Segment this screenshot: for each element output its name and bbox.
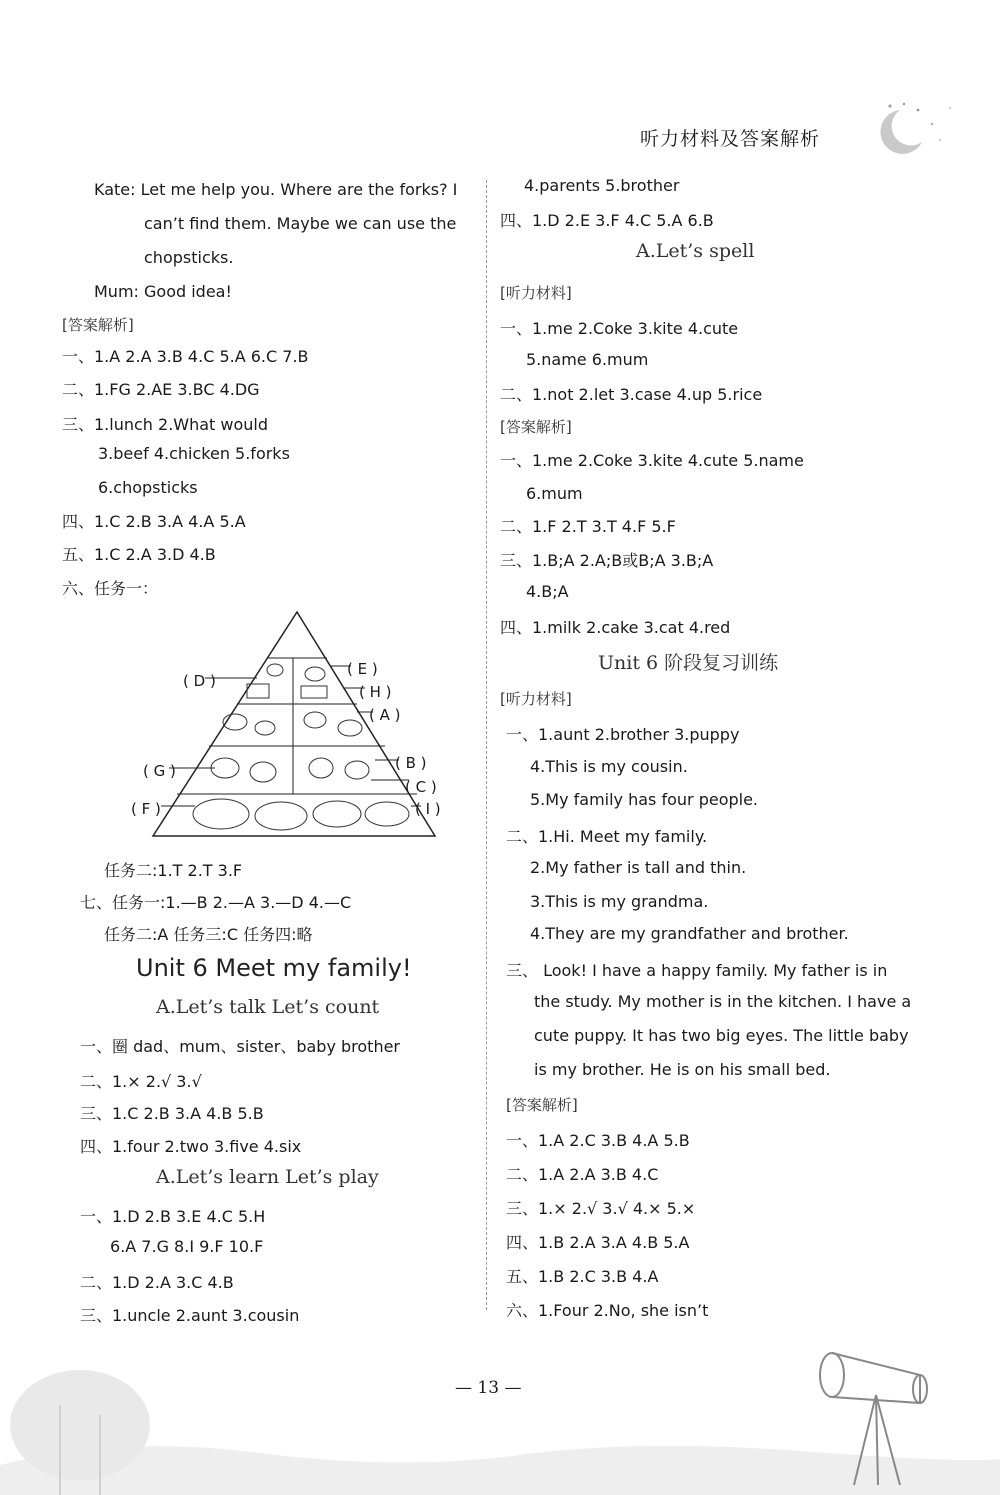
right-line: 二、1.Hi. Meet my family.	[506, 827, 708, 846]
right-line: 5.name 6.mum	[526, 350, 649, 369]
left-line: 任务二:1.T 2.T 3.F	[104, 861, 243, 880]
left-line: 3.beef 4.chicken 5.forks	[98, 444, 290, 463]
left-line: 一、1.A 2.A 3.B 4.C 5.A 6.C 7.B	[62, 347, 309, 366]
left-line: 三、1.lunch 2.What would	[62, 415, 269, 434]
left-line: 四、1.C 2.B 3.A 4.A 5.A	[62, 512, 246, 531]
pyramid-label: ( C )	[405, 778, 437, 796]
left-line: Mum: Good idea!	[94, 282, 232, 301]
pyramid-label: ( F )	[131, 800, 161, 818]
pyramid-label: ( H )	[359, 683, 392, 701]
left-line: 6.chopsticks	[98, 478, 198, 497]
left-line: [答案解析]	[62, 316, 134, 334]
right-line: 一、1.aunt 2.brother 3.puppy	[506, 725, 740, 744]
right-line: 4.This is my cousin.	[530, 757, 688, 776]
right-line: 2.My father is tall and thin.	[530, 858, 747, 877]
left-line: 二、1.× 2.√ 3.√	[80, 1072, 202, 1091]
right-line: 4.parents 5.brother	[524, 176, 680, 195]
right-line: 三、 Look! I have a happy family. My father is in	[506, 961, 888, 980]
right-line: 4.They are my grandfather and brother.	[530, 924, 849, 943]
pyramid-label: ( A )	[369, 706, 401, 724]
right-line: 五、1.B 2.C 3.B 4.A	[506, 1267, 659, 1286]
food-pyramid	[125, 608, 455, 844]
right-line: 4.B;A	[526, 582, 569, 601]
right-line: 六、1.Four 2.No, she isn’t	[506, 1301, 709, 1320]
header-title: 听力材料及答案解析	[640, 128, 821, 150]
right-line: 四、1.D 2.E 3.F 4.C 5.A 6.B	[500, 211, 714, 230]
right-line: Unit 6 阶段复习训练	[598, 652, 779, 674]
left-line: 一、圈 dad、mum、sister、baby brother	[80, 1037, 401, 1056]
right-line: [答案解析]	[506, 1096, 578, 1114]
left-line: 三、1.uncle 2.aunt 3.cousin	[80, 1306, 300, 1325]
pyramid-label: ( B )	[395, 754, 427, 772]
right-line: 四、1.milk 2.cake 3.cat 4.red	[500, 618, 731, 637]
moon-decor-icon	[870, 100, 960, 160]
landscape-decor-icon	[0, 1335, 1000, 1495]
left-line: 六、任务一：	[62, 579, 159, 598]
left-line: 五、1.C 2.A 3.D 4.B	[62, 545, 216, 564]
right-line: 二、1.A 2.A 3.B 4.C	[506, 1165, 659, 1184]
right-line: 一、1.A 2.C 3.B 4.A 5.B	[506, 1131, 690, 1150]
left-line: chopsticks.	[144, 248, 234, 267]
left-line: 任务二:A 任务三:C 任务四:略	[104, 925, 313, 944]
right-line: A.Let’s spell	[636, 240, 755, 262]
right-line: is my brother. He is on his small bed.	[534, 1060, 831, 1079]
left-line: Kate: Let me help you. Where are the forks? I	[94, 180, 458, 199]
left-line: 二、1.D 2.A 3.C 4.B	[80, 1273, 234, 1292]
pyramid-label: ( E )	[347, 660, 378, 678]
right-line: 二、1.F 2.T 3.T 4.F 5.F	[500, 517, 676, 536]
page-number: — 13 —	[455, 1378, 522, 1398]
pyramid-label: ( G )	[143, 762, 176, 780]
right-line: 三、1.B;A 2.A;B或B;A 3.B;A	[500, 551, 714, 570]
food-pyramid-drawing	[125, 608, 455, 840]
left-line: A.Let’s learn Let’s play	[156, 1166, 379, 1188]
right-line: [答案解析]	[500, 418, 572, 436]
right-line: 三、1.× 2.√ 3.√ 4.× 5.×	[506, 1199, 696, 1218]
right-line: cute puppy. It has two big eyes. The little baby	[534, 1026, 909, 1045]
right-line: 3.This is my grandma.	[530, 892, 709, 911]
left-line: can’t find them. Maybe we can use the	[144, 214, 457, 233]
right-line: 二、1.not 2.let 3.case 4.up 5.rice	[500, 385, 763, 404]
left-line: 七、任务一:1.—B 2.—A 3.—D 4.—C	[80, 893, 352, 912]
left-line: Unit 6 Meet my family!	[136, 954, 412, 982]
pyramid-label: ( D )	[183, 672, 216, 690]
right-line: 5.My family has four people.	[530, 790, 759, 809]
pyramid-label: ( I )	[415, 800, 441, 818]
right-line: 四、1.B 2.A 3.A 4.B 5.A	[506, 1233, 690, 1252]
left-line: 6.A 7.G 8.I 9.F 10.F	[110, 1237, 264, 1256]
right-line: 一、1.me 2.Coke 3.kite 4.cute 5.name	[500, 451, 804, 470]
right-line: the study. My mother is in the kitchen. I have a	[534, 992, 912, 1011]
column-divider	[486, 180, 487, 1310]
left-line: 三、1.C 2.B 3.A 4.B 5.B	[80, 1104, 264, 1123]
right-line: 一、1.me 2.Coke 3.kite 4.cute	[500, 319, 739, 338]
right-line: 6.mum	[526, 484, 583, 503]
right-line: [听力材料]	[500, 284, 572, 302]
left-line: A.Let’s talk Let’s count	[156, 996, 380, 1018]
left-line: 一、1.D 2.B 3.E 4.C 5.H	[80, 1207, 266, 1226]
right-line: [听力材料]	[500, 690, 572, 708]
left-line: 二、1.FG 2.AE 3.BC 4.DG	[62, 380, 260, 399]
left-line: 四、1.four 2.two 3.five 4.six	[80, 1137, 302, 1156]
